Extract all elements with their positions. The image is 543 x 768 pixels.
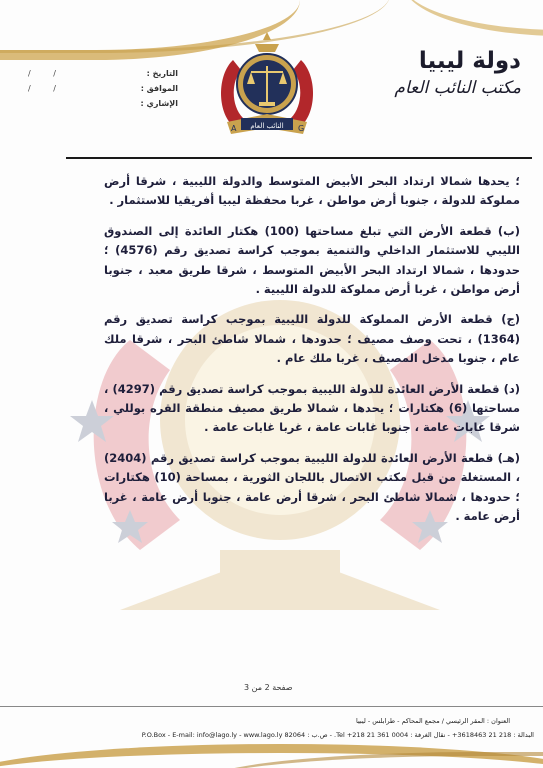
header-fields xyxy=(28,66,178,111)
reference-field xyxy=(28,96,178,111)
corresponding-date-value: / / xyxy=(28,84,66,93)
header-divider xyxy=(66,157,532,159)
date-field xyxy=(28,66,178,81)
corresponding-date-label: الموافق : xyxy=(140,84,178,93)
emblem-letter-g: G xyxy=(298,124,305,133)
paragraph-e: (هـ) قطعة الأرض العائدة للدولة الليبية بموجب كراسة تصديق رقم (2404) ، المستغلة من قبل مكتب الاتصال باللجان الثورية ، بمساحة (10) هكتارات ؛ حدودها ، شمالا شاطئ البحر ، شرقا أرض عامة ، جنوبا أرض عامة ، غربا أرض عامة . xyxy=(104,450,520,524)
gold-swoosh-top-thin xyxy=(0,0,390,53)
emblem-caption: النائب العام xyxy=(250,122,284,130)
page-number: صفحة 2 من 3 xyxy=(244,683,293,692)
reference-label: الإشاري : xyxy=(140,99,178,108)
header-issuer xyxy=(331,48,521,98)
date-label: التاريخ : xyxy=(146,69,178,78)
paragraph-c: (ج) قطعة الأرض المملوكة للدولة الليبية بموجب كراسة تصديق رقم (1364) ، تحت وصف مصيف ؛ حدودها ، شمالا شاطئ البحر ، شرقا ملك عام ، جنوبا مدخل المصيف ، غربا ملك عام . xyxy=(104,312,520,366)
paragraph-b: (ب) قطعة الأرض التي تبلغ مساحتها (100) هكتار العائدة إلى الصندوق الليبي للاستثمار الداخلي والتنمية بموجب كراسة تصديق رقم (4576) ؛ حدودها ، شمالا ارتداد البحر الأبيض المتوسط ، شرقا طريق معبد ، جنوبا أرض مواطن ، غربا أرض مملوكة للدولة الليبية . xyxy=(104,223,520,297)
footer-contacts: البدالة : 218 21 3618463+ - نقال الغرفة : 0004 361 21 218+ Tel. - ص.ب : 82064 P.O.Box - E-mail: info@lago.ly - www.lago.ly xyxy=(141,731,534,739)
emblem-letter-a: A xyxy=(231,124,237,133)
corresponding-date-field xyxy=(28,81,178,96)
footer-address: العنوان : المقر الرئيسي / مجمع المحاكم - طرابلس - ليبيا xyxy=(355,717,510,725)
document-body xyxy=(104,172,520,538)
footer-divider xyxy=(0,706,543,707)
office-name: مكتب النائب العام xyxy=(394,78,521,98)
paragraph-continuation: ؛ يحدها شمالا ارتداد البحر الأبيض المتوسط والدولة الليبية ، شرقا أرض مملوكة للدولة ، جنوبا أرض مواطن ، غربا محفظة ليبيا أفريقيا للاستثمار . xyxy=(104,174,520,208)
gold-swoosh-top-right xyxy=(403,0,543,36)
date-value: / / xyxy=(28,69,66,78)
paragraph-d: (د) قطعة الأرض العائدة للدولة الليبية بموجب كراسة تصديق رقم (4297) ، مساحتها (6) هكتارات ؛ يحدها ، شمالا طريق مصيف منطقة القره بوللي ، شرقا غابات عامة ، جنوبا غابات عامة ، غربا غابات عامة . xyxy=(104,381,520,435)
state-name: دولة ليبيا xyxy=(418,48,521,74)
